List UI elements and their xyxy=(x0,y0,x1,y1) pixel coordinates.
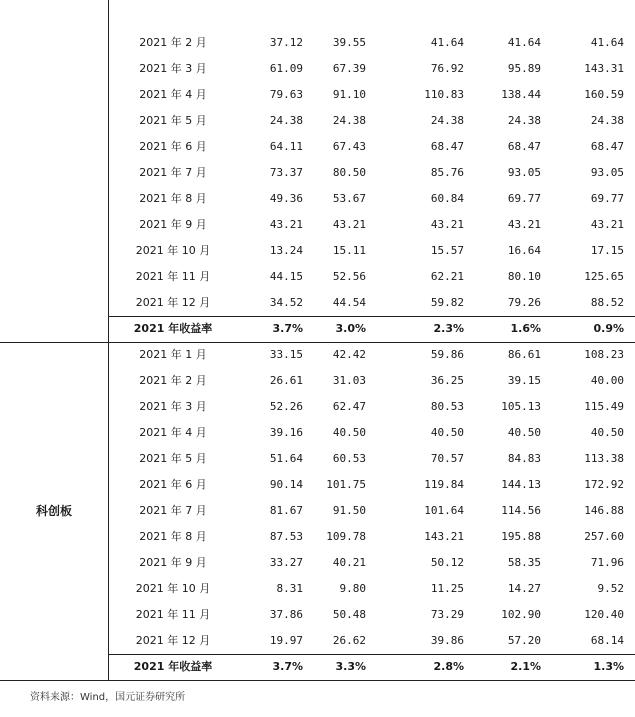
value-cell: 58.35 xyxy=(507,556,541,569)
value-cell: 1.3% xyxy=(593,660,624,673)
month-cell: 2021 年 11 月 xyxy=(135,270,211,283)
month-cell: 2021 年 9 月 xyxy=(139,556,207,569)
value-cell: 120.40 xyxy=(584,608,624,621)
value-cell: 81.67 xyxy=(269,504,303,517)
value-cell: 69.77 xyxy=(507,192,541,205)
value-cell: 52.56 xyxy=(332,270,366,283)
value-cell: 85.76 xyxy=(430,166,464,179)
value-cell: 15.57 xyxy=(430,244,464,257)
value-cell: 40.50 xyxy=(430,426,464,439)
value-cell: 13.24 xyxy=(269,244,303,257)
value-cell: 44.15 xyxy=(269,270,303,283)
value-cell: 3.7% xyxy=(272,322,303,335)
value-cell: 115.49 xyxy=(584,400,624,413)
column-divider xyxy=(108,342,109,680)
value-cell: 2.3% xyxy=(433,322,464,335)
value-cell: 39.15 xyxy=(507,374,541,387)
value-cell: 68.14 xyxy=(590,634,624,647)
value-cell: 9.80 xyxy=(339,582,366,595)
value-cell: 11.25 xyxy=(430,582,464,595)
value-cell: 26.61 xyxy=(269,374,303,387)
value-cell: 57.20 xyxy=(507,634,541,647)
value-cell: 14.27 xyxy=(507,582,541,595)
month-cell: 2021 年 2 月 xyxy=(139,36,207,49)
value-cell: 87.53 xyxy=(269,530,303,543)
value-cell: 91.50 xyxy=(332,504,366,517)
month-cell: 2021 年 3 月 xyxy=(139,62,207,75)
value-cell: 91.10 xyxy=(332,88,366,101)
value-cell: 51.64 xyxy=(269,452,303,465)
month-cell: 2021 年 12 月 xyxy=(135,634,211,647)
value-cell: 44.54 xyxy=(332,296,366,309)
value-cell: 68.47 xyxy=(430,140,464,153)
value-cell: 86.61 xyxy=(507,348,541,361)
value-cell: 31.03 xyxy=(332,374,366,387)
month-cell: 2021 年 6 月 xyxy=(139,478,207,491)
value-cell: 41.64 xyxy=(590,36,624,49)
value-cell: 61.09 xyxy=(269,62,303,75)
value-cell: 42.42 xyxy=(332,348,366,361)
value-cell: 71.96 xyxy=(590,556,624,569)
summary-label: 2021 年收益率 xyxy=(133,660,213,673)
value-cell: 1.6% xyxy=(510,322,541,335)
value-cell: 24.38 xyxy=(332,114,366,127)
month-cell: 2021 年 11 月 xyxy=(135,608,211,621)
value-cell: 2.8% xyxy=(433,660,464,673)
value-cell: 24.38 xyxy=(430,114,464,127)
value-cell: 43.21 xyxy=(430,218,464,231)
month-cell: 2021 年 5 月 xyxy=(139,452,207,465)
value-cell: 62.47 xyxy=(332,400,366,413)
value-cell: 79.26 xyxy=(507,296,541,309)
value-cell: 40.50 xyxy=(590,426,624,439)
value-cell: 15.11 xyxy=(332,244,366,257)
value-cell: 24.38 xyxy=(590,114,624,127)
value-cell: 108.23 xyxy=(584,348,624,361)
value-cell: 2.1% xyxy=(510,660,541,673)
value-cell: 59.86 xyxy=(430,348,464,361)
month-cell: 2021 年 9 月 xyxy=(139,218,207,231)
segment-label: 科创板 xyxy=(35,504,72,518)
month-cell: 2021 年 4 月 xyxy=(139,426,207,439)
value-cell: 40.00 xyxy=(590,374,624,387)
value-cell: 76.92 xyxy=(430,62,464,75)
value-cell: 3.3% xyxy=(335,660,366,673)
month-cell: 2021 年 5 月 xyxy=(139,114,207,127)
month-cell: 2021 年 8 月 xyxy=(139,192,207,205)
month-cell: 2021 年 6 月 xyxy=(139,140,207,153)
value-cell: 43.21 xyxy=(507,218,541,231)
value-cell: 70.57 xyxy=(430,452,464,465)
value-cell: 3.0% xyxy=(335,322,366,335)
value-cell: 119.84 xyxy=(424,478,464,491)
value-cell: 93.05 xyxy=(507,166,541,179)
value-cell: 69.77 xyxy=(590,192,624,205)
value-cell: 50.12 xyxy=(430,556,464,569)
value-cell: 43.21 xyxy=(590,218,624,231)
value-cell: 257.60 xyxy=(584,530,624,543)
value-cell: 37.12 xyxy=(269,36,303,49)
value-cell: 80.10 xyxy=(507,270,541,283)
value-cell: 67.43 xyxy=(332,140,366,153)
month-cell: 2021 年 10 月 xyxy=(135,244,211,257)
value-cell: 19.97 xyxy=(269,634,303,647)
value-cell: 79.63 xyxy=(269,88,303,101)
value-cell: 143.31 xyxy=(584,62,624,75)
value-cell: 36.25 xyxy=(430,374,464,387)
column-divider xyxy=(108,0,109,342)
table-bottom-border xyxy=(0,680,635,681)
value-cell: 125.65 xyxy=(584,270,624,283)
month-cell: 2021 年 4 月 xyxy=(139,88,207,101)
value-cell: 40.21 xyxy=(332,556,366,569)
value-cell: 39.16 xyxy=(269,426,303,439)
month-cell: 2021 年 7 月 xyxy=(139,504,207,517)
value-cell: 60.53 xyxy=(332,452,366,465)
value-cell: 41.64 xyxy=(507,36,541,49)
value-cell: 50.48 xyxy=(332,608,366,621)
value-cell: 40.50 xyxy=(507,426,541,439)
value-cell: 17.15 xyxy=(590,244,624,257)
value-cell: 95.89 xyxy=(507,62,541,75)
value-cell: 49.36 xyxy=(269,192,303,205)
month-cell: 2021 年 1 月 xyxy=(139,348,207,361)
value-cell: 110.83 xyxy=(424,88,464,101)
value-cell: 101.64 xyxy=(424,504,464,517)
value-cell: 68.47 xyxy=(590,140,624,153)
value-cell: 146.88 xyxy=(584,504,624,517)
value-cell: 24.38 xyxy=(507,114,541,127)
value-cell: 67.39 xyxy=(332,62,366,75)
month-cell: 2021 年 3 月 xyxy=(139,400,207,413)
value-cell: 143.21 xyxy=(424,530,464,543)
value-cell: 39.86 xyxy=(430,634,464,647)
value-cell: 80.50 xyxy=(332,166,366,179)
value-cell: 37.86 xyxy=(269,608,303,621)
value-cell: 62.21 xyxy=(430,270,464,283)
value-cell: 9.52 xyxy=(597,582,624,595)
value-cell: 102.90 xyxy=(501,608,541,621)
value-cell: 172.92 xyxy=(584,478,624,491)
value-cell: 101.75 xyxy=(326,478,366,491)
value-cell: 160.59 xyxy=(584,88,624,101)
value-cell: 88.52 xyxy=(590,296,624,309)
value-cell: 109.78 xyxy=(326,530,366,543)
value-cell: 33.27 xyxy=(269,556,303,569)
value-cell: 68.47 xyxy=(507,140,541,153)
value-cell: 43.21 xyxy=(269,218,303,231)
month-cell: 2021 年 8 月 xyxy=(139,530,207,543)
value-cell: 26.62 xyxy=(332,634,366,647)
value-cell: 138.44 xyxy=(501,88,541,101)
value-cell: 73.37 xyxy=(269,166,303,179)
value-cell: 90.14 xyxy=(269,478,303,491)
month-cell: 2021 年 2 月 xyxy=(139,374,207,387)
value-cell: 195.88 xyxy=(501,530,541,543)
value-cell: 113.38 xyxy=(584,452,624,465)
month-cell: 2021 年 12 月 xyxy=(135,296,211,309)
value-cell: 73.29 xyxy=(430,608,464,621)
value-cell: 43.21 xyxy=(332,218,366,231)
value-cell: 53.67 xyxy=(332,192,366,205)
segment-label xyxy=(0,30,108,342)
value-cell: 3.7% xyxy=(272,660,303,673)
value-cell: 60.84 xyxy=(430,192,464,205)
summary-label: 2021 年收益率 xyxy=(133,322,213,335)
value-cell: 33.15 xyxy=(269,348,303,361)
value-cell: 34.52 xyxy=(269,296,303,309)
value-cell: 39.55 xyxy=(332,36,366,49)
value-cell: 24.38 xyxy=(269,114,303,127)
value-cell: 16.64 xyxy=(507,244,541,257)
value-cell: 64.11 xyxy=(269,140,303,153)
value-cell: 93.05 xyxy=(590,166,624,179)
value-cell: 8.31 xyxy=(276,582,303,595)
month-cell: 2021 年 7 月 xyxy=(139,166,207,179)
value-cell: 59.82 xyxy=(430,296,464,309)
value-cell: 52.26 xyxy=(269,400,303,413)
value-cell: 41.64 xyxy=(430,36,464,49)
value-cell: 80.53 xyxy=(430,400,464,413)
value-cell: 0.9% xyxy=(593,322,624,335)
value-cell: 40.50 xyxy=(332,426,366,439)
source-note: 资料来源：Wind，国元证券研究所 xyxy=(30,692,186,703)
value-cell: 114.56 xyxy=(501,504,541,517)
value-cell: 84.83 xyxy=(507,452,541,465)
value-cell: 144.13 xyxy=(501,478,541,491)
month-cell: 2021 年 10 月 xyxy=(135,582,211,595)
value-cell: 105.13 xyxy=(501,400,541,413)
